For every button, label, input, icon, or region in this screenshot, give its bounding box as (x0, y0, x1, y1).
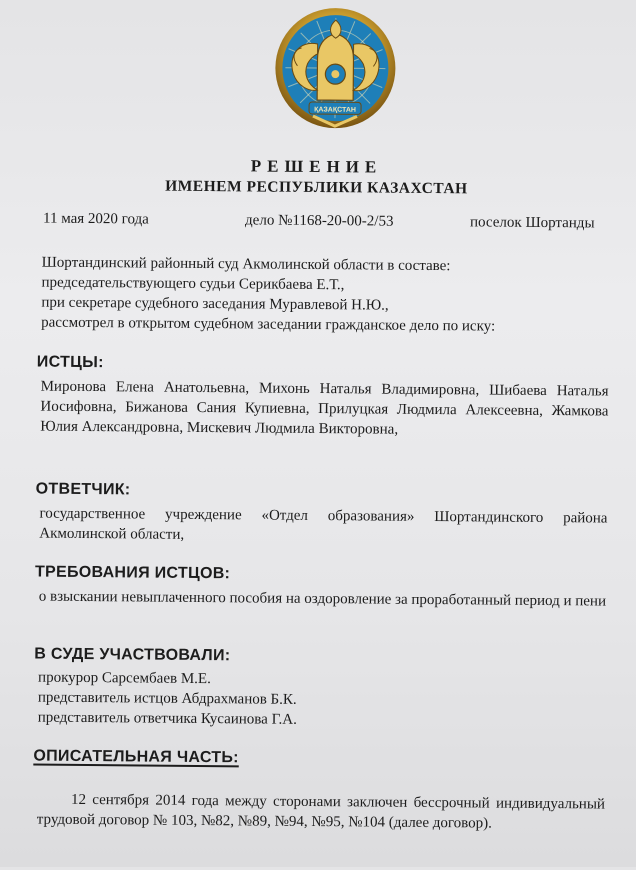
case-number: дело №1168-20-00-2/53 (245, 212, 394, 230)
court-composition (41, 253, 610, 338)
defendant-text: государственное учреждение «Отдел образования» Шортандинского района Акмолинской области, (39, 505, 608, 543)
document-place: поселок Шортанды (469, 214, 595, 232)
claims-text: о взыскании невыплаченного пособия на оздоровление за проработанный период и пени (38, 588, 607, 610)
plaintiffs-text: Миронова Елена Анатольевна, Михонь Наталья Владимировна, Шибаева Наталья Иосифовна, Бижанова Сания Купиевна, Прилуцкая Людмила Алексеевна, Жамкова Юлия Александровна, Мискевич Людмила Викторовна, (40, 378, 609, 438)
emblem-label: ҚАЗАҚСТАН (314, 106, 357, 114)
participant-line: представитель истцов Абдрахманов Б.К. (37, 689, 297, 708)
participant-line: представитель ответчика Кусаинова Г.А. (37, 709, 298, 728)
plaintiffs-heading: ИСТЦЫ: (36, 353, 104, 372)
document-title: РЕШЕНИЕ (250, 156, 383, 177)
descriptive-text: 12 сентября 2014 года между сторонами заключен бессрочный индивидуальный трудовой договор № 103, №82, №89, №94, №95, №104 (далее договор). (36, 791, 606, 832)
court-line: рассмотрел в открытом судебном заседании гражданское дело по иску: (41, 314, 496, 335)
participants-heading: В СУДЕ УЧАСТВОВАЛИ: (34, 645, 231, 665)
court-line: председательствующего судьи Серикбаева Е.Т., (41, 274, 345, 294)
participant-line: прокурор Сарсембаев М.Е. (38, 669, 211, 688)
defendant-heading: ОТВЕТЧИК: (35, 480, 131, 499)
court-line: Шортандинский районный суд Акмолинской области в составе: (41, 254, 451, 275)
kazakhstan-emblem-icon (273, 4, 399, 133)
participants-list (38, 668, 607, 733)
descriptive-heading: ОПИСАТЕЛЬНАЯ ЧАСТЬ: (33, 747, 239, 767)
document-subtitle: ИМЕНЕМ РЕСПУБЛИКИ КАЗАХСТАН (165, 177, 468, 198)
claims-heading: ТРЕБОВАНИЯ ИСТЦОВ: (34, 563, 231, 583)
court-line: при секретаре судебного заседания Муравлевой Н.Ю., (41, 294, 389, 314)
document-date: 11 мая 2020 года (43, 210, 149, 228)
